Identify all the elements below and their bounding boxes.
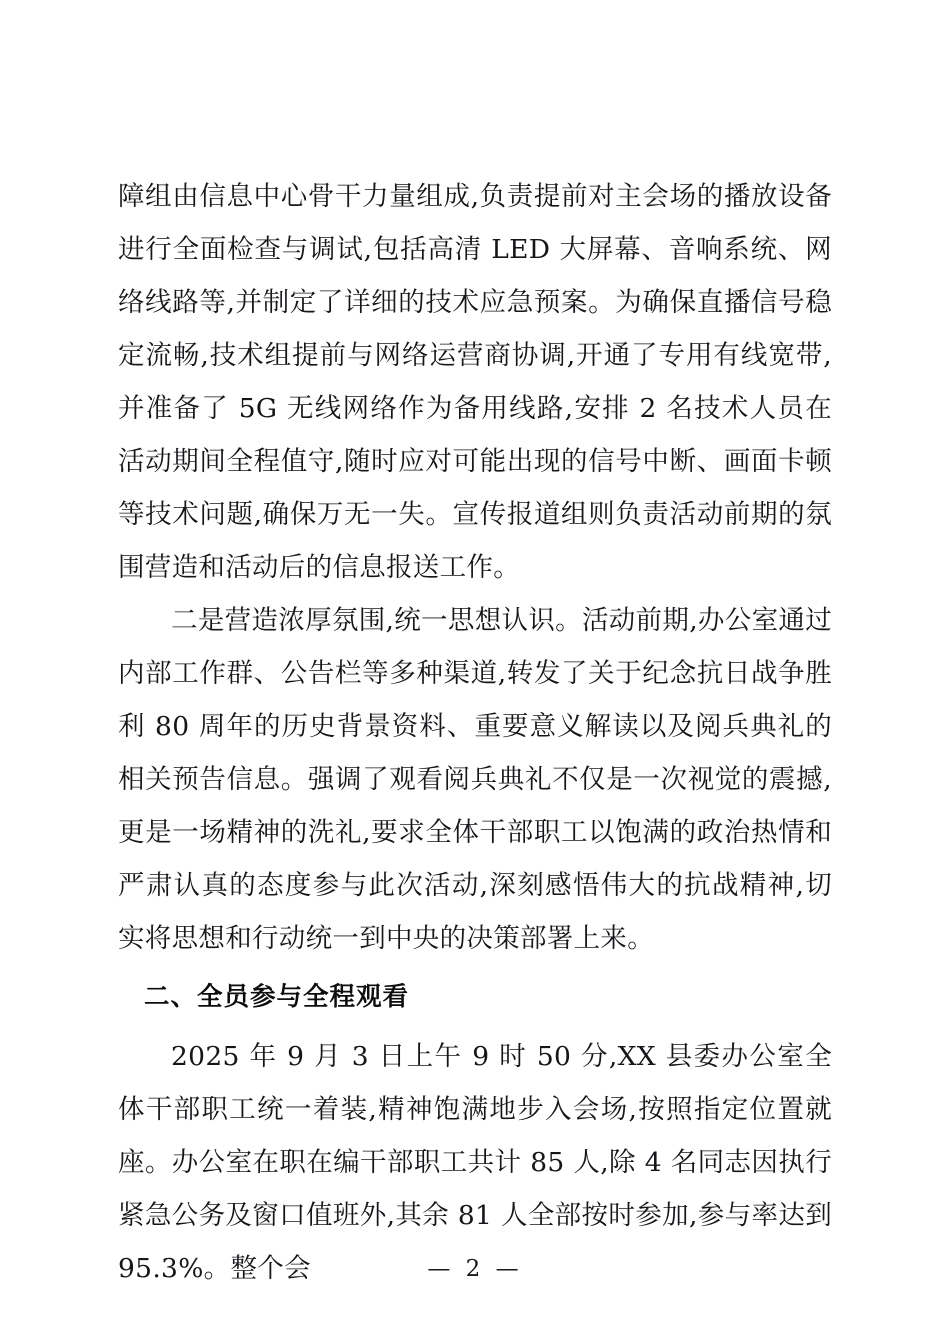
page-number: — 2 — (427, 1256, 523, 1282)
section-heading: 二、全员参与全程观看 (144, 982, 410, 1012)
paragraph-participation: 2025 年 9 月 3 日上午 9 时 50 分,XX 县委办公室全体干部职工统一着装,精神饱满地步入会场,按照指定位置就座。办公室在职在编干部职工共计 85 人,除 4 名同志因执行紧急公务及窗口值班外,其余 81 人全部按时参加,参与率达到 95.3%。整个会 (118, 1041, 832, 1284)
paragraph-continuation: 障组由信息中心骨干力量组成,负责提前对主会场的播放设备进行全面检查与调试,包括高清 LED 大屏幕、音响系统、网络线路等,并制定了详细的技术应急预案。为确保直播信号稳定流畅,技术组提前与网络运营商协调,开通了专用有线宽带,并准备了 5G 无线网络作为备用线路,安排 2 名技术人员在活动期间全程值守,随时应对可能出现的信号中断、画面卡顿等技术问题,确保万无一失。宣传报道组则负责活动前期的氛围营造和活动后的信息报送工作。 (118, 181, 832, 583)
paragraph-atmosphere: 二是营造浓厚氛围,统一思想认识。活动前期,办公室通过内部工作群、公告栏等多种渠道,转发了关于纪念抗日战争胜利 80 周年的历史背景资料、重要意义解读以及阅兵典礼的相关预告信息。强调了观看阅兵典礼不仅是一次视觉的震撼,更是一场精神的洗礼,要求全体干部职工以饱满的政治热情和严肃认真的态度参与此次活动,深刻感悟伟大的抗战精神,切实将思想和行动统一到中央的决策部署上来。 (118, 605, 832, 954)
document-body (118, 170, 832, 1295)
